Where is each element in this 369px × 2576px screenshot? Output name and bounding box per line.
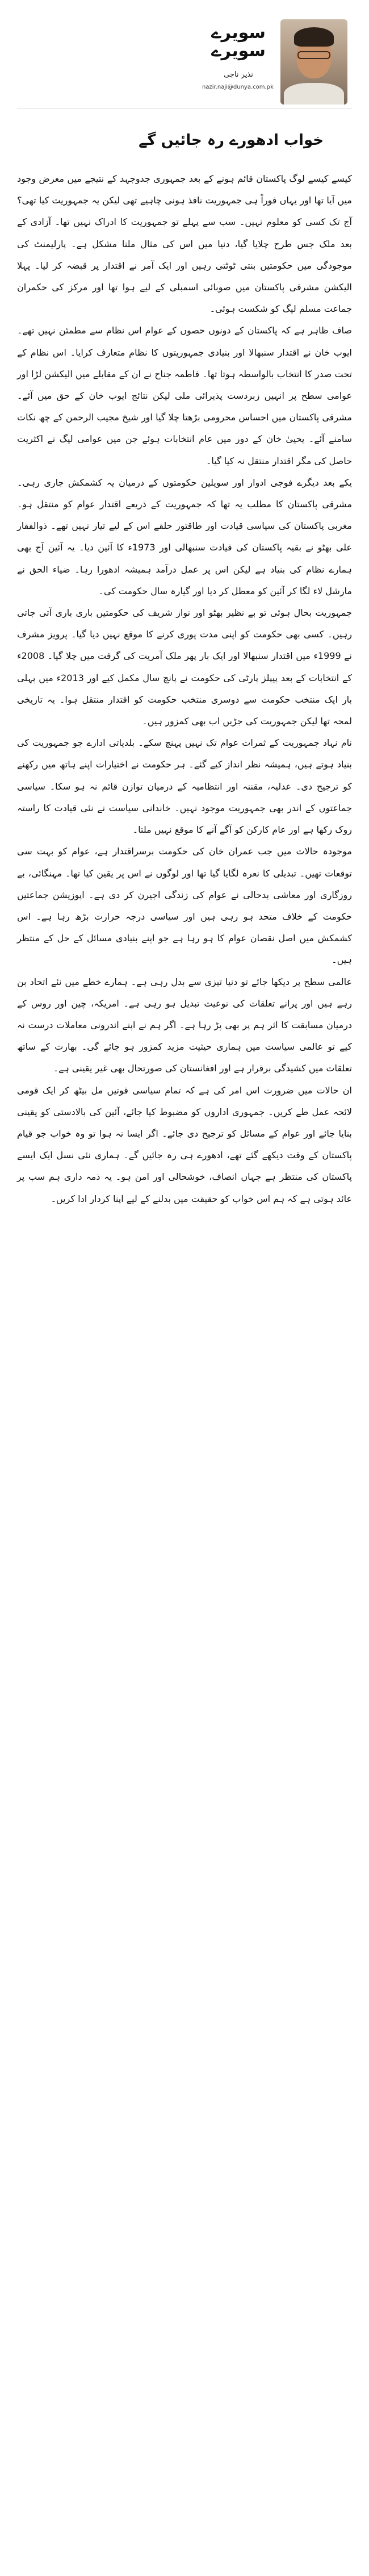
- column-header: [17, 14, 352, 127]
- author-photo: [280, 19, 347, 105]
- article-paragraph: عالمی سطح پر دیکھا جائے تو دنیا تیزی سے بدل رہی ہے۔ ہمارے خطے میں نئے اتحاد بن رہے ہیں اور پرانے تعلقات کی نوعیت تبدیل ہو رہی ہے۔ امریکہ، چین اور روس کے درمیان مسابقت کا اثر ہم پر بھی پڑ رہا ہے۔ اگر ہم نے اپنے اندرونی معاملات درست نہ کیے تو عالمی سیاست میں ہماری حیثیت مزید کمزور ہو جائے گی۔ بھارت کے ساتھ تعلقات میں کشیدگی برقرار ہے اور افغانستان کی صورتحال بھی غیر یقینی ہے۔: [17, 976, 352, 1074]
- author-photo-shirt: [284, 83, 344, 105]
- author-name: نذیر ناجی: [224, 70, 253, 79]
- article-headline: خواب ادھورے رہ جائیں گے: [139, 132, 324, 149]
- article-paragraph: ان حالات میں ضرورت اس امر کی ہے کہ تمام سیاسی قوتیں مل بیٹھ کر ایک قومی لائحہ عمل طے کریں۔ جمہوری اداروں کو مضبوط کیا جائے، آئین کی بالادستی کو یقینی بنایا جائے اور عوام کے مسائل کو ترجیح دی جائے۔ اگر ایسا نہ ہوا تو وہ خواب جو قیام پاکستان کے وقت دیکھے گئے تھے، ادھورے ہی رہ جائیں گے۔ ہماری نئی نسل ایک ایسے پاکستان کی منتظر ہے جہاں انصاف، خوشحالی اور امن ہو۔ یہ ذمہ داری ہم سب پر عائد ہوتی ہے کہ ہم اس خواب کو حقیقت میں بدلنے کے لیے اپنا کردار ادا کریں۔: [17, 1084, 352, 1204]
- article-body: [17, 168, 352, 1210]
- article-paragraph: کیسے کیسے لوگ پاکستان قائم ہونے کے بعد جمہوری جدوجہد کے نتیجے میں معرض وجود میں آیا تھا اور یہاں فوراً ہی جمہوریت نافذ ہونی چاہیے تھی لیکن یہ جمہوریت کیا تھی؟ آج تک کسی کو معلوم نہیں۔ سب سے پہلے تو جمہوریت کا ادراک نہیں تھا۔ آزادی کے بعد ملک جس طرح چلایا گیا، دنیا میں اس کی مثال ملنا مشکل ہے۔ پارلیمنٹ کی موجودگی میں حکومتیں بنتی ٹوٹتی رہیں اور ایک آمر نے اقتدار پر قبضہ کر لیا۔ پہلا الیکشن مشرقی پاکستان میں صوبائی اسمبلی کے لیے ہوا تھا اور مرکز کی حکمران جماعت مسلم لیگ کو شکست ہوئی۔: [17, 173, 352, 315]
- author-photo-glasses: [297, 51, 330, 59]
- column-logo-line1: سویرے: [211, 23, 266, 43]
- article-paragraph: جمہوریت بحال ہوئی تو بے نظیر بھٹو اور نواز شریف کی حکومتیں باری باری آتی جاتی رہیں۔ کسی بھی حکومت کو اپنی مدت پوری کرنے کا موقع نہیں دیا گیا۔ پرویز مشرف نے 1999ء میں اقتدار سنبھالا اور ایک بار پھر ملک آمریت کی گرفت میں چلا گیا۔ 2008ء کے انتخابات کے بعد پیپلز پارٹی کی حکومت نے پانچ سال مکمل کیے اور 2013ء میں پہلی بار ایک منتخب حکومت سے دوسری منتخب حکومت کو اقتدار منتقل ہوا۔ یہ تاریخی لمحہ تھا لیکن جمہوریت کی جڑیں اب بھی کمزور ہیں۔: [17, 607, 353, 727]
- author-email: nazir.naji@dunya.com.pk: [202, 84, 274, 90]
- column-logo: [204, 24, 272, 60]
- article-paragraph: موجودہ حالات میں جب عمران خان کی حکومت برسراقتدار ہے، عوام کو بہت سی توقعات تھیں۔ تبدیلی کا نعرہ لگایا گیا تھا اور لوگوں نے اس پر یقین کیا تھا۔ مہنگائی، بے روزگاری اور معاشی بدحالی نے عوام کی زندگی اجیرن کر دی ہے۔ اپوزیشن جماعتیں حکومت کے خلاف متحد ہو رہی ہیں اور سیاسی درجہ حرارت بڑھ رہا ہے۔ اس کشمکش میں اصل نقصان عوام کا ہو رہا ہے جو اپنے بنیادی مسائل کے حل کے منتظر ہیں۔: [17, 846, 352, 966]
- article-paragraph: صاف ظاہر ہے کہ پاکستان کے دونوں حصوں کے عوام اس نظام سے مطمئن نہیں تھے۔ ایوب خان نے اقتدار سنبھالا اور بنیادی جمہوریتوں کا نظام متعارف کرایا۔ اس نظام کے تحت صدر کا انتخاب بالواسطہ ہوتا تھا۔ فاطمہ جناح نے ان کے مقابلے میں الیکشن لڑا اور عوامی سطح پر انہیں زبردست پذیرائی ملی لیکن نتائج ایوب خان کے حق میں آئے۔ مشرقی پاکستان میں احساس محرومی بڑھتا چلا گیا اور شیخ مجیب الرحمن کے چھ نکات سامنے آئے۔ یحییٰ خان کے دور میں عام انتخابات ہوئے جن میں عوامی لیگ نے اکثریت حاصل کی مگر اقتدار منتقل نہ کیا گیا۔: [17, 325, 352, 466]
- column-logo-line2: سویرے: [211, 41, 266, 61]
- author-photo-hair: [294, 27, 334, 47]
- article-paragraph: نام نہاد جمہوریت کے ثمرات عوام تک نہیں پہنچ سکے۔ بلدیاتی ادارے جو جمہوریت کی بنیاد ہوتے ہیں، ہمیشہ نظر انداز کیے گئے۔ ہر حکومت نے اختیارات اپنے ہاتھ میں رکھنے کو ترجیح دی۔ عدلیہ، مقننہ اور انتظامیہ کے درمیان توازن قائم نہ ہو سکا۔ سیاسی جماعتوں کے اندر بھی جمہوریت موجود نہیں۔ خاندانی سیاست نے نئی قیادت کا راستہ روک رکھا ہے اور عام کارکن کو آگے آنے کا موقع نہیں ملتا۔: [17, 737, 352, 836]
- article-paragraph: یکے بعد دیگرے فوجی ادوار اور سویلین حکومتوں کے درمیان یہ کشمکش جاری رہی۔ مشرقی پاکستان کا مطلب یہ تھا کہ جمہوریت کے ذریعے اقتدار عوام کو منتقل ہو۔ مغربی پاکستان کی سیاسی قیادت اور طاقتور حلقے اس کے لیے تیار نہیں تھے۔ ذوالفقار علی بھٹو نے بقیہ پاکستان کی قیادت سنبھالی اور 1973ء کا آئین دیا۔ یہ آئین آج بھی ہمارے نظام کی بنیاد ہے لیکن اس پر عمل درآمد ہمیشہ ادھورا رہا۔ ضیاء الحق نے مارشل لاء لگا کر آئین کو معطل کر دیا اور گیارہ سال حکومت کی۔: [17, 477, 352, 596]
